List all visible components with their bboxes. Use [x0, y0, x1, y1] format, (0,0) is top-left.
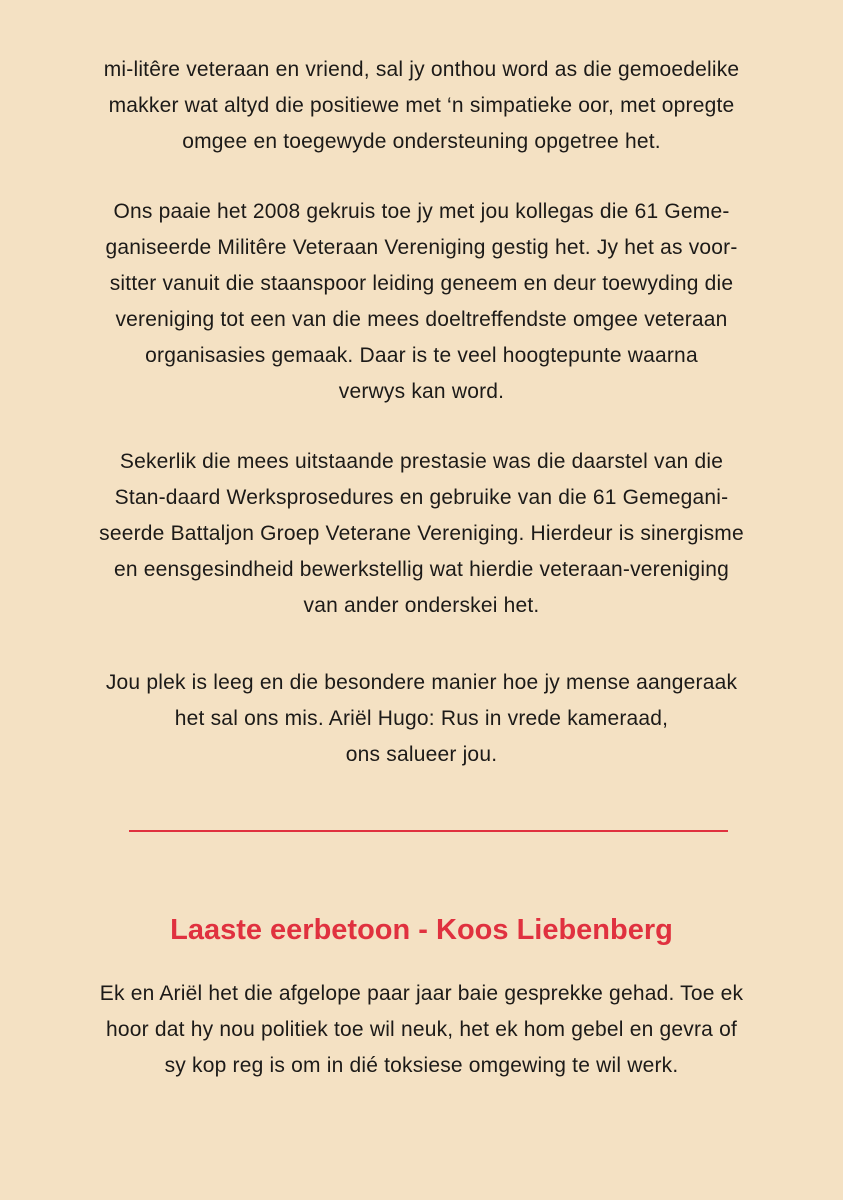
text-line: Jou plek is leeg en die besondere manier hoe jy mense aangeraak: [105, 671, 738, 694]
text-line: Stan-daard Werksprosedures en gebruike van die 61 Gemegani-: [114, 486, 729, 509]
text-line: ganiseerde Militêre Veteraan Vereniging gestig het. Jy het as voor-: [105, 236, 738, 259]
text-line: vereniging tot een van die mees doeltreffendste omgee veteraan: [115, 308, 728, 331]
text-line: seerde Battaljon Groep Veterane Vereniging. Hierdeur is sinergisme: [99, 522, 744, 545]
tribute-paragraph-4: [0, 665, 843, 773]
text-line: en eensgesindheid bewerkstellig wat hierdie veteraan-vereniging: [114, 558, 729, 581]
text-line: Ons paaie het 2008 gekruis toe jy met jou kollegas die 61 Geme-: [113, 200, 730, 223]
text-line: hoor dat hy nou politiek toe wil neuk, het ek hom gebel en gevra of: [106, 1018, 737, 1041]
text-line: verwys kan word.: [338, 380, 505, 403]
tribute-paragraph-1: [0, 52, 843, 160]
section-divider: [129, 830, 728, 832]
text-line: van ander onderskei het.: [303, 594, 540, 617]
tribute-paragraph-3: [0, 444, 843, 624]
text-line: organisasies gemaak. Daar is te veel hoogtepunte waarna: [145, 344, 698, 367]
text-line: het sal ons mis. Ariël Hugo: Rus in vrede kameraad,: [174, 707, 669, 730]
section-heading: Laaste eerbetoon - Koos Liebenberg: [170, 914, 673, 946]
text-line: sy kop reg is om in dié toksiese omgewing te wil werk.: [164, 1054, 679, 1077]
text-line: makker wat altyd die positiewe met ‘n simpatieke oor, met opregte: [108, 94, 735, 117]
text-line: omgee en toegewyde ondersteuning opgetree het.: [182, 130, 661, 153]
tribute-paragraph-2: [0, 194, 843, 410]
text-line: ons salueer jou.: [345, 743, 498, 766]
text-line: mi-litêre veteraan en vriend, sal jy onthou word as die gemoedelike: [103, 58, 740, 81]
text-line: Ek en Ariël het die afgelope paar jaar baie gesprekke gehad. Toe ek: [99, 982, 744, 1005]
section-paragraph: [0, 976, 843, 1084]
text-line: Sekerlik die mees uitstaande prestasie was die daarstel van die: [119, 450, 724, 473]
text-line: sitter vanuit die staanspoor leiding geneem en deur toewyding die: [109, 272, 734, 295]
